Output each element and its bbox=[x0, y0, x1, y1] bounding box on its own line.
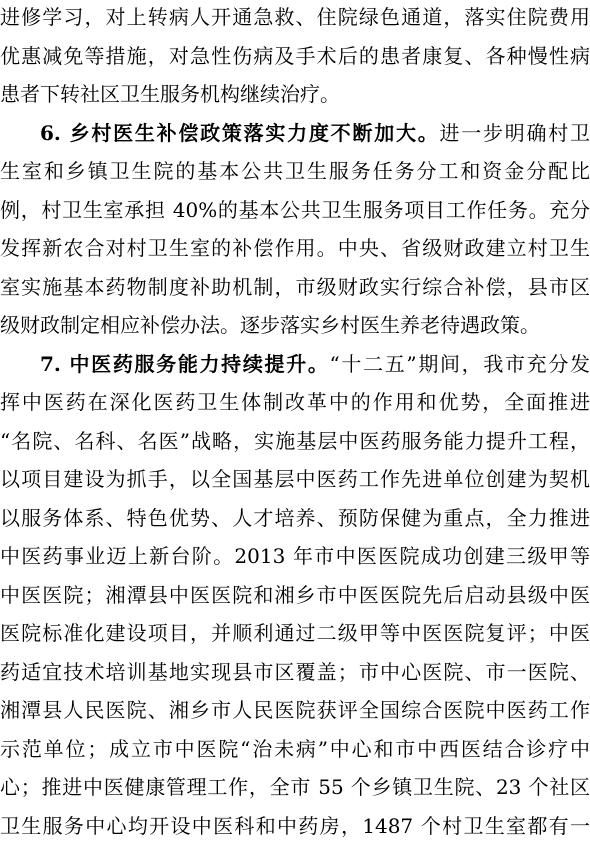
text-line-1: 进修学习，对上转病人开通急救、住院绿色通道，落实住院费用 bbox=[0, 5, 590, 29]
text-line-5: 生室和乡镇卫生院的基本公共卫生服务任务分工和资金分配比 bbox=[0, 159, 590, 183]
text-line-15: 中医药事业迈上新台阶。2013 年市中医医院成功创建三级甲等 bbox=[0, 544, 590, 568]
text-line-19: 湘潭县人民医院、湘乡市人民医院获评全国综合医院中医药工作 bbox=[0, 698, 590, 722]
text-line-2: 优惠减免等措施，对急性伤病及手术后的患者康复、各种慢性病 bbox=[0, 44, 590, 68]
text-line-17: 医院标准化建设项目，并顺利通过二级甲等中医医院复评；中医 bbox=[0, 621, 590, 645]
section-6-line-1 bbox=[40, 118, 590, 148]
text-line-20: 示范单位；成立市中医院“治未病”中心和市中西医结合诊疗中 bbox=[0, 737, 590, 761]
text-line-12: “名院、名科、名医”战略，实施基层中医药服务能力提升工程， bbox=[0, 429, 590, 453]
text-line-11: 挥中医药在深化医药卫生体制改革中的作用和优势，全面推进 bbox=[0, 390, 590, 414]
text-line-21: 心；推进中医健康管理工作，全市 55 个乡镇卫生院、23 个社区 bbox=[0, 775, 590, 799]
text-line-18: 药适宜技术培训基地实现县市区覆盖；市中心医院、市一医院、 bbox=[0, 660, 590, 684]
text-line-8: 室实施基本药物制度补助机制，市级财政实行综合补偿，县市区 bbox=[0, 275, 590, 299]
text-line-16: 中医医院；湘潭县中医医院和湘乡市中医医院先后启动县级中医 bbox=[0, 583, 590, 607]
section-7-line-1 bbox=[40, 349, 590, 379]
text-line-14: 以服务体系、特色优势、人才培养、预防保健为重点，全力推进 bbox=[0, 506, 590, 530]
section-6-text-start: 进一步明确村卫 bbox=[439, 121, 590, 145]
text-line-13: 以项目建设为抓手，以全国基层中医药工作先进单位创建为契机 bbox=[0, 467, 590, 491]
section-7-heading: 7. 中医药服务能力持续提升。 bbox=[40, 352, 330, 376]
text-line-3: 患者下转社区卫生服务机构继续治疗。 bbox=[0, 82, 340, 106]
text-line-6: 例，村卫生室承担 40%的基本公共卫生服务项目工作任务。充分 bbox=[0, 198, 590, 222]
section-7-text-start: “十二五”期间，我市充分发 bbox=[329, 352, 590, 376]
section-6-heading: 6. 乡村医生补偿政策落实力度不断加大。 bbox=[40, 121, 440, 145]
text-line-7: 发挥新农合对村卫生室的补偿作用。中央、省级财政建立村卫生 bbox=[0, 236, 590, 260]
text-line-9: 级财政制定相应补偿办法。逐步落实乡村医生养老待遇政策。 bbox=[0, 313, 540, 337]
text-line-22: 卫生服务中心均开设中医科和中药房，1487 个村卫生室都有一 bbox=[0, 814, 590, 838]
